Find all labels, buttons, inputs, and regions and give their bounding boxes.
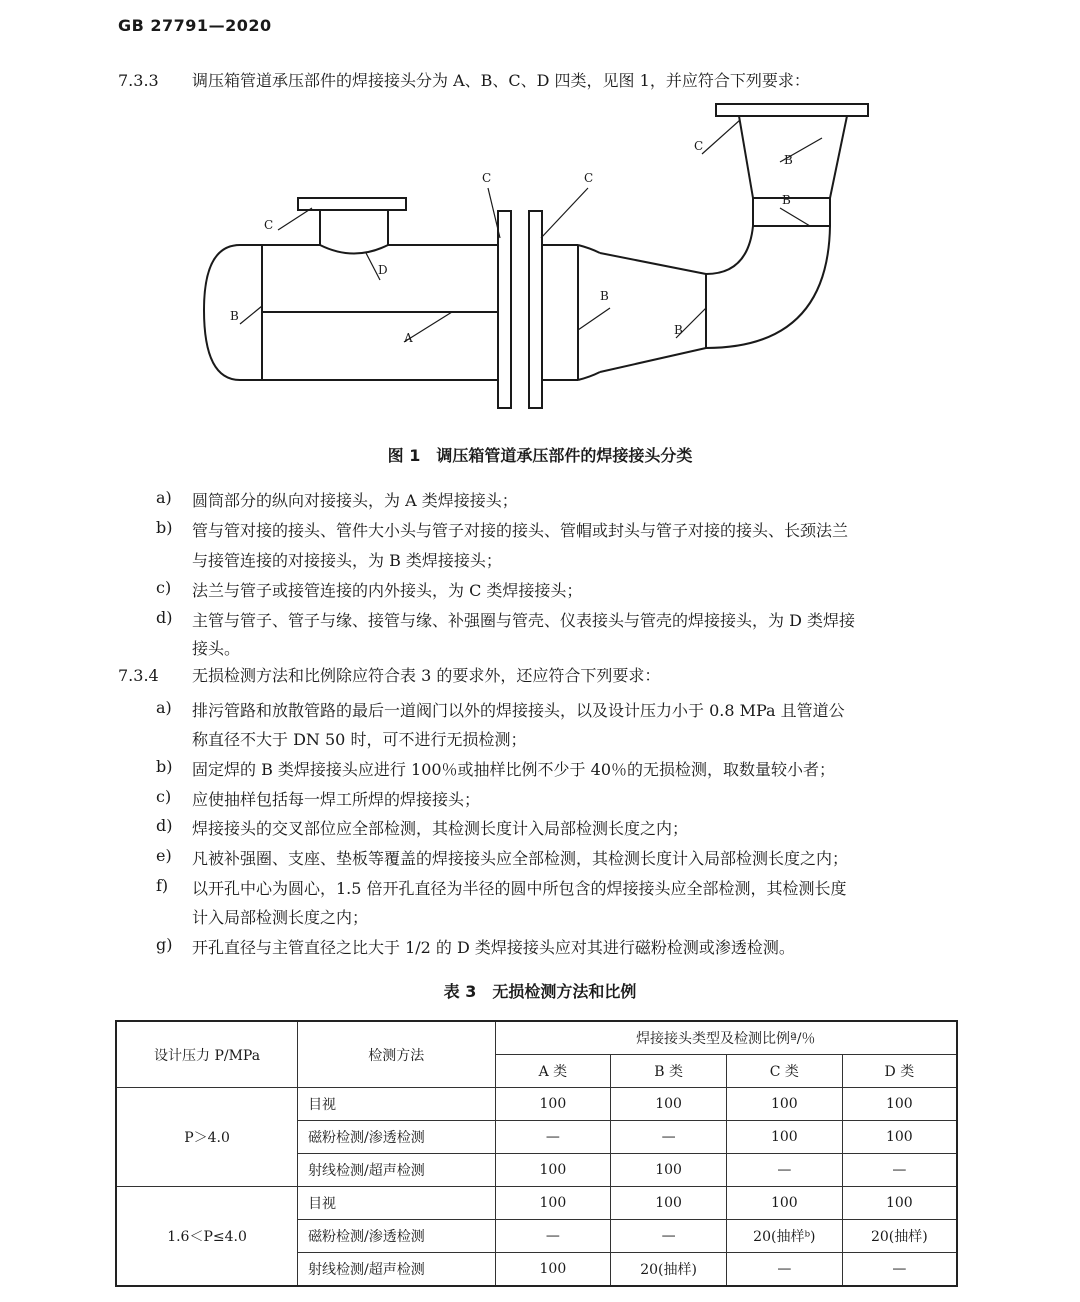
flange-left [498, 211, 511, 408]
cone-right [830, 116, 847, 198]
label-a: A [404, 331, 413, 345]
value-cell: 100 [842, 1088, 957, 1121]
method-cell: 目视 [298, 1088, 495, 1121]
list-item-continued: 接头。 [192, 639, 241, 658]
figure-caption: 图 1 调压箱管道承压部件的焊接接头分类 [387, 446, 693, 465]
label-b: B [784, 153, 793, 167]
list-item-label: a) [156, 698, 172, 717]
label-c: C [482, 171, 492, 185]
method-cell: 磁粉检测/渗透检测 [298, 1121, 495, 1154]
header-type-a: A 类 [495, 1055, 611, 1088]
method-cell: 目视 [298, 1187, 495, 1220]
label-b: B [674, 323, 683, 337]
list-item: 焊接接头的交叉部位应全部检测，其检测长度计入局部检测长度之内； [192, 819, 689, 838]
label-c: C [694, 139, 704, 153]
reducer-top [600, 253, 706, 274]
list-item-label: g) [156, 935, 173, 954]
list-item: 凡被补强圈、支座、垫板等覆盖的焊接接头应全部检测，其检测长度计入局部检测长度之内； [192, 849, 849, 868]
leader-b-mid [578, 308, 610, 330]
label-b: B [230, 309, 239, 323]
value-cell: 100 [611, 1154, 727, 1187]
reducer-bottom [600, 348, 706, 372]
leader-c-top [702, 120, 740, 154]
table-caption: 表 3 无损检测方法和比例 [443, 982, 637, 1001]
list-item-label: e) [156, 846, 172, 865]
leader-c-mid2 [541, 188, 588, 238]
clause-number: 7.3.4 [118, 666, 159, 685]
clause-7-3-4 [118, 661, 660, 691]
header-joint-types: 焊接接头类型及检测比例ª/％ [495, 1021, 957, 1055]
clause-7-3-3 [118, 66, 810, 96]
label-c: C [584, 171, 594, 185]
value-cell: — [611, 1121, 727, 1154]
value-cell: — [842, 1253, 957, 1287]
value-cell: — [495, 1121, 611, 1154]
value-cell: 100 [611, 1187, 727, 1220]
header-type-d: D 类 [842, 1055, 957, 1088]
method-cell: 磁粉检测/渗透检测 [298, 1220, 495, 1253]
table-row [116, 1187, 957, 1220]
value-cell: 100 [726, 1121, 842, 1154]
list-item-label: d) [156, 816, 173, 835]
list-item-label: c) [156, 578, 172, 597]
list-item-continued: 计入局部检测长度之内； [192, 908, 369, 927]
value-cell: — [611, 1220, 727, 1253]
value-cell: — [726, 1253, 842, 1287]
list-item: 管与管对接的接头、管件大小头与管子对接的接头、管帽或封头与管子对接的接头、长颈法兰 [192, 521, 849, 540]
value-cell: 100 [495, 1154, 611, 1187]
header-method: 检测方法 [298, 1021, 495, 1088]
leader-c-left [278, 208, 312, 230]
list-item-continued: 称直径不大于 DN 50 时，可不进行无损检测； [192, 730, 527, 749]
list-item: 圆筒部分的纵向对接接头，为 A 类焊接接头； [192, 491, 518, 510]
clause-number: 7.3.3 [118, 71, 159, 90]
standard-code: GB 27791—2020 [118, 16, 272, 35]
value-cell: 100 [495, 1253, 611, 1287]
label-d: D [378, 263, 388, 277]
cone-left [739, 116, 753, 198]
value-cell: 20(抽样ᵇ) [726, 1220, 842, 1253]
pressure-cell: 1.6＜P≤4.0 [116, 1187, 298, 1287]
value-cell: — [495, 1220, 611, 1253]
clause-text: 无损检测方法和比例除应符合表 3 的要求外，还应符合下列要求： [192, 666, 661, 685]
label-b: B [782, 193, 791, 207]
value-cell: 100 [842, 1187, 957, 1220]
value-cell: 100 [842, 1121, 957, 1154]
inspection-table [115, 1020, 958, 1287]
value-cell: 100 [726, 1187, 842, 1220]
elbow-outer [706, 226, 830, 348]
list-item: 法兰与管子或接管连接的内外接头，为 C 类焊接接头； [192, 581, 583, 600]
method-cell: 射线检测/超声检测 [298, 1154, 495, 1187]
table-row [116, 1088, 957, 1121]
pressure-cell: P＞4.0 [116, 1088, 298, 1187]
value-cell: 100 [495, 1187, 611, 1220]
value-cell: — [842, 1154, 957, 1187]
list-item: 开孔直径与主管直径之比大于 1/2 的 D 类焊接接头应对其进行磁粉检测或渗透检测。 [192, 938, 795, 957]
elbow-inner [706, 226, 753, 274]
list-item-continued: 与接管连接的对接接头，为 B 类焊接接头； [192, 551, 502, 570]
welding-joint-figure [190, 98, 890, 418]
top-flange [716, 104, 868, 116]
leader-b-top2 [780, 208, 810, 226]
list-item-label: f) [156, 876, 169, 895]
value-cell: 100 [726, 1088, 842, 1121]
list-item-label: b) [156, 518, 173, 537]
list-item-label: b) [156, 757, 173, 776]
list-item-label: d) [156, 608, 173, 627]
value-cell: 100 [495, 1088, 611, 1121]
list-item: 固定焊的 B 类焊接接头应进行 100％或抽样比例不少于 40％的无损检测，取数量较小者； [192, 760, 836, 779]
list-item: 应使抽样包括每一焊工所焊的焊接接头； [192, 790, 481, 809]
label-b: B [600, 289, 609, 303]
value-cell: 20(抽样) [842, 1220, 957, 1253]
header-type-b: B 类 [611, 1055, 727, 1088]
nozzle-left [320, 210, 388, 254]
clause-text: 调压箱管道承压部件的焊接接头分为 A、B、C、D 四类，见图 1，并应符合下列要求： [192, 71, 810, 90]
list-item: 主管与管子、管子与缘、接管与缘、补强圈与管壳、仪表接头与管壳的焊接接头，为 D 类焊接 [192, 611, 856, 630]
nozzle-flange-left [298, 198, 406, 210]
list-item: 以开孔中心为圆心，1.5 倍开孔直径为半径的圆中所包含的焊接接头应全部检测，其检测长度 [192, 879, 847, 898]
method-cell: 射线检测/超声检测 [298, 1253, 495, 1287]
header-pressure: 设计压力 P/MPa [116, 1021, 298, 1088]
value-cell: 20(抽样) [611, 1253, 727, 1287]
list-item: 排污管路和放散管路的最后一道阀门以外的焊接接头，以及设计压力小于 0.8 MPa 且管道公 [192, 701, 845, 720]
flange-right [529, 211, 542, 408]
value-cell: — [726, 1154, 842, 1187]
list-item-label: c) [156, 787, 172, 806]
table-header-row [116, 1021, 957, 1055]
label-c: C [264, 218, 274, 232]
value-cell: 100 [611, 1088, 727, 1121]
list-item-label: a) [156, 488, 172, 507]
header-type-c: C 类 [726, 1055, 842, 1088]
leader-b-left [240, 306, 262, 324]
vessel2-end [578, 245, 600, 380]
